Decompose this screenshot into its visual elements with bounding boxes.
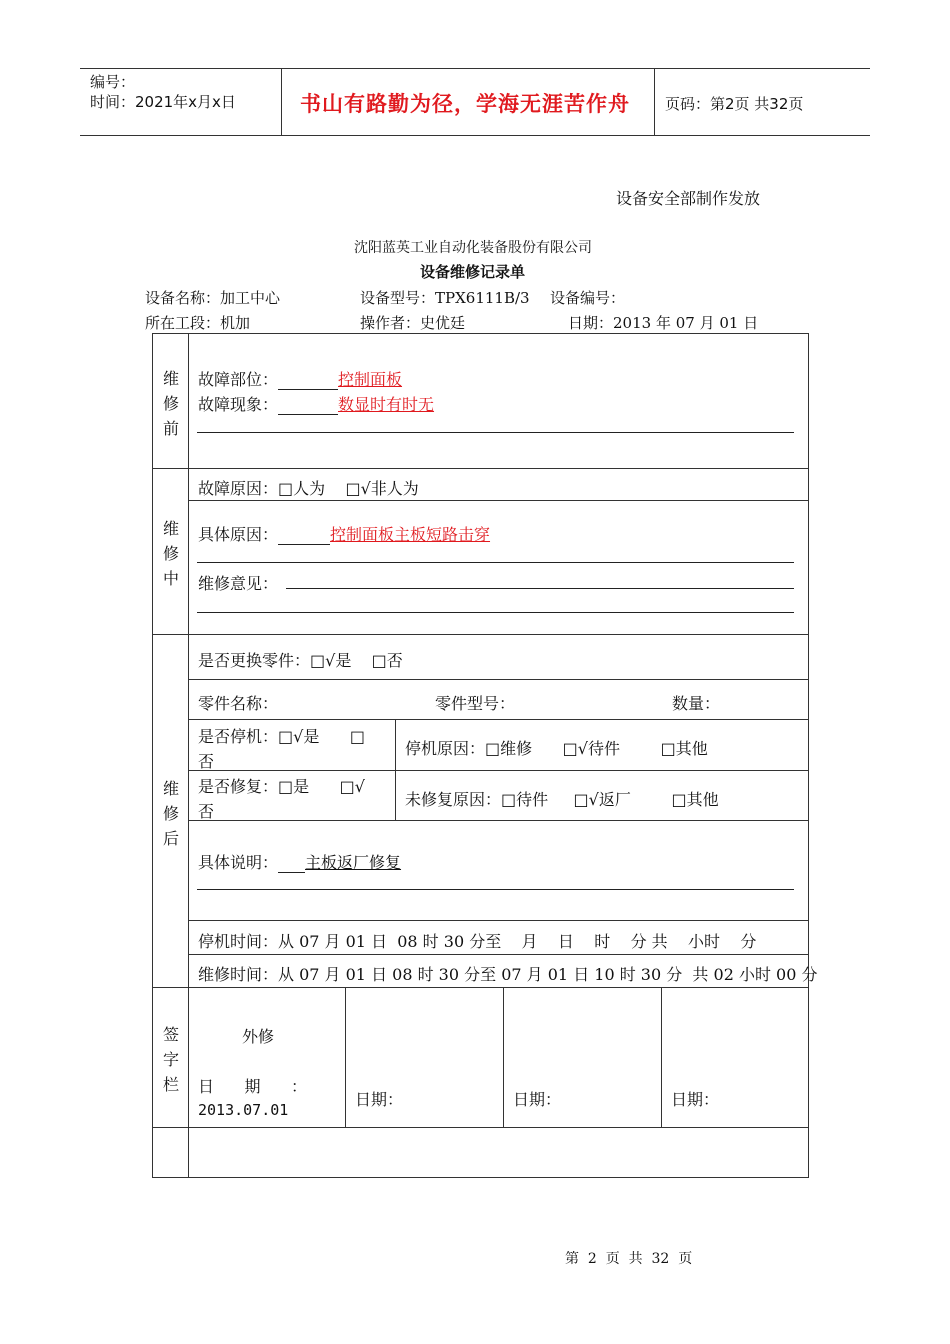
external-repair-title: 外修 xyxy=(242,1027,275,1046)
specific-cause-label: 具体原因： xyxy=(198,525,279,544)
issuer-note: 设备安全部制作发放 xyxy=(616,189,761,208)
doc-time-label: 时间：2021年x月x日 xyxy=(90,93,236,111)
fault-location-value: 控制面板 xyxy=(338,370,403,389)
operator: 操作者：史优廷 xyxy=(360,314,466,332)
sign-date-value: 2013.07.01 xyxy=(198,1101,289,1119)
company-name: 沈阳蓝英工业自动化装备股份有限公司 xyxy=(354,240,592,256)
detail-value: 主板返厂修复 xyxy=(305,853,402,872)
doc-number-label: 编号： xyxy=(90,73,136,91)
part-name-label: 零件名称： xyxy=(198,694,279,713)
sign-date-label: 日 期 ： xyxy=(198,1077,308,1096)
quantity-label: 数量： xyxy=(672,694,721,713)
blank-line xyxy=(197,612,794,613)
replace-parts-checkboxes: 是否更换零件：□√是 □否 xyxy=(198,651,403,670)
page-indicator: 页码：第2页 共32页 xyxy=(665,95,804,113)
repair-opinion-row xyxy=(198,571,278,594)
work-section: 所在工段：机加 xyxy=(145,314,251,332)
sign-date-3: 日期： xyxy=(513,1090,562,1109)
form-title: 设备维修记录单 xyxy=(420,263,526,281)
repaired-checkboxes: 是否修复：□是 □√ xyxy=(198,777,365,796)
fault-location-label: 故障部位： xyxy=(198,370,279,389)
detail-label: 具体说明： xyxy=(198,853,279,872)
detail-row xyxy=(198,850,401,873)
part-model-label: 零件型号： xyxy=(435,694,516,713)
equipment-model: 设备型号：TPX6111B/3 xyxy=(360,289,530,307)
fault-location-row xyxy=(198,367,402,390)
unrepaired-reason-checkboxes: 未修复原因：□待件 □√返厂 □其他 xyxy=(405,790,719,809)
blank-line xyxy=(197,562,794,563)
section-label-after: 维修后 xyxy=(163,779,180,848)
specific-cause-value: 控制面板主板短路击穿 xyxy=(330,525,491,544)
fault-cause-checkboxes: 故障原因：□人为 □√非人为 xyxy=(198,479,419,498)
section-label-during: 维修中 xyxy=(163,519,180,588)
stopped-checkboxes: 是否停机：□√是 □ xyxy=(198,727,365,746)
stop-reason-checkboxes: 停机原因：□维修 □√待件 □其他 xyxy=(405,739,708,758)
motto: 书山有路勤为径，学海无涯苦作舟 xyxy=(300,92,630,116)
section-label-before: 维修前 xyxy=(163,369,180,438)
section-label-sign: 签字栏 xyxy=(163,1025,180,1094)
fault-symptom-value: 数显时有时无 xyxy=(338,395,435,414)
downtime-row: 停机时间：从 07 月 01 日 08 时 30 分至 月 日 时 分 共 小时 分 xyxy=(198,932,757,951)
sign-date-2: 日期： xyxy=(355,1090,404,1109)
equipment-number: 设备编号： xyxy=(550,289,626,307)
stopped-checkboxes-cont: 否 xyxy=(198,752,215,771)
repair-opinion-label: 维修意见： xyxy=(198,574,279,593)
fault-symptom-label: 故障现象： xyxy=(198,395,279,414)
repaired-checkboxes-cont: 否 xyxy=(198,802,215,821)
repair-time-row: 维修时间：从 07 月 01 日 08 时 30 分至 07 月 01 日 10 时 30 分 共 02 小时 00 分 xyxy=(198,965,818,984)
blank-line xyxy=(286,588,794,589)
equipment-name: 设备名称：加工中心 xyxy=(145,289,281,307)
page-footer: 第 2 页 共 32 页 xyxy=(565,1251,693,1267)
sign-date-4: 日期： xyxy=(671,1090,720,1109)
blank-line xyxy=(197,889,794,890)
record-date: 日期：2013 年 07 月 01 日 xyxy=(568,314,759,332)
specific-cause-row xyxy=(198,522,490,545)
blank-line xyxy=(197,432,794,433)
fault-symptom-row xyxy=(198,392,434,415)
